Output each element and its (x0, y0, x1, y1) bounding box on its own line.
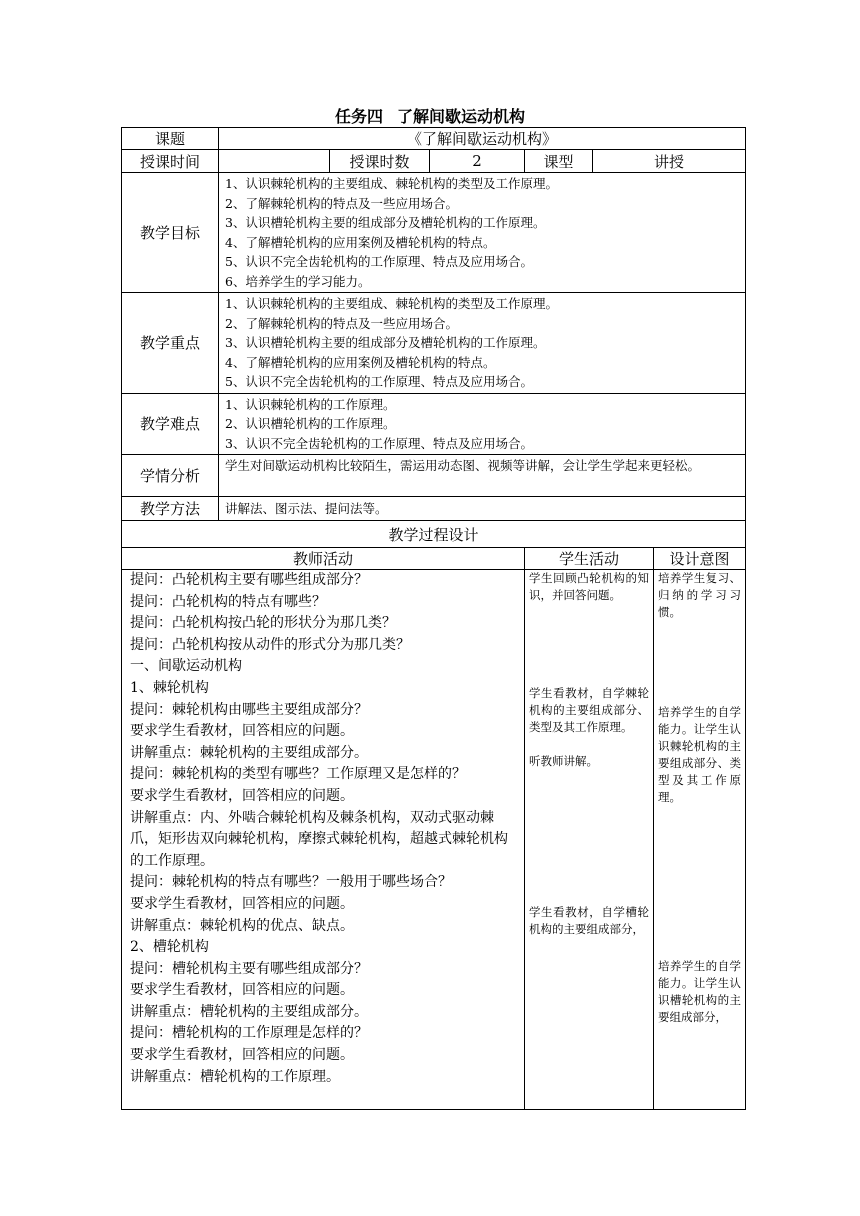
teacher-line: 提问：棘轮机构的特点有哪些？一般用于哪些场合？ (130, 874, 452, 891)
student-note: 听教师讲解。 (529, 754, 598, 768)
teacher-line: 提问：凸轮机构按从动件的形式分为那几类？ (130, 636, 410, 653)
teacher-line: 提问：槽轮机构的工作原理是怎样的？ (130, 1025, 368, 1042)
key-points-label: 教学重点 (122, 293, 219, 394)
time-value (219, 150, 330, 173)
teacher-line: 讲解重点：内、外啮合棘轮机构及棘条机构，双动式驱动棘爪，矩形齿双向棘轮机构，摩擦式棘轮机构，超越式棘轮机构的工作原理。 (130, 809, 508, 869)
teacher-line: 讲解重点：棘轮机构的优点、缺点。 (130, 917, 354, 934)
topic-value: 《了解间歇运动机构》 (219, 128, 746, 150)
type-label: 课型 (525, 150, 593, 173)
analysis-text: 学生对间歇运动机构比较陌生，需运用动态图、视频等讲解，会让学生学起来更轻松。 (219, 455, 746, 497)
section-heading: 一、间歇运动机构 (130, 658, 242, 675)
lesson-plan-table (121, 127, 746, 1110)
difficulties-label: 教学难点 (122, 393, 219, 455)
analysis-label: 学情分析 (122, 455, 219, 497)
student-note: 学生回顾凸轮机构的知识，并回答问题。 (529, 571, 649, 602)
key-point-item: 1、认识棘轮机构的主要组成、棘轮机构的类型及工作原理。 (225, 296, 558, 311)
design-intent-cell (654, 570, 746, 1110)
intent-note: 培养学生的自学能力。让学生认识槽轮机构的主要组成部分， (658, 959, 741, 1024)
goal-item: 5、认识不完全齿轮机构的工作原理、特点及应用场合。 (225, 254, 533, 269)
task-name: 了解间歇运动机构 (397, 107, 526, 126)
topic-label: 课题 (122, 128, 219, 150)
goal-item: 2、了解棘轮机构的特点及一些应用场合。 (225, 195, 458, 211)
subsection-heading: 2、槽轮机构 (130, 939, 209, 956)
teacher-line: 提问：凸轮机构按凸轮的形状分为那几类？ (130, 615, 396, 632)
difficulty-item: 3、认识不完全齿轮机构的工作原理、特点及应用场合。 (225, 435, 533, 451)
teacher-line: 要求学生看教材，回答相应的问题。 (130, 1047, 354, 1064)
intent-note: 培养学生的自学能力。让学生认识棘轮机构的主要组成部分、类型及其工作原理。 (658, 705, 741, 804)
goal-item: 3、认识槽轮机构主要的组成部分及槽轮机构的工作原理。 (225, 215, 546, 230)
teacher-line: 要求学生看教材，回答相应的问题。 (130, 787, 354, 804)
teacher-activity-header: 教师活动 (122, 548, 525, 570)
teacher-line: 讲解重点：槽轮机构的主要组成部分。 (130, 1003, 368, 1020)
goal-item: 1、认识棘轮机构的主要组成、棘轮机构的类型及工作原理。 (225, 176, 558, 191)
student-activity-header: 学生活动 (525, 548, 654, 570)
teacher-activity-cell (122, 570, 525, 1110)
teacher-line: 要求学生看教材，回答相应的问题。 (130, 982, 354, 999)
key-points-list (219, 293, 746, 394)
process-title: 教学过程设计 (122, 521, 746, 548)
intent-note: 培养学生复习、归纳的学习习惯。 (658, 571, 741, 619)
teacher-line: 讲解重点：槽轮机构的工作原理。 (130, 1068, 340, 1085)
difficulties-list (219, 393, 746, 455)
student-note: 学生看教材，自学棘轮机构的主要组成部分、类型及其工作原理。 (529, 686, 649, 734)
key-point-item: 5、认识不完全齿轮机构的工作原理、特点及应用场合。 (225, 374, 533, 389)
teacher-line: 提问：棘轮机构由哪些主要组成部分？ (130, 701, 368, 718)
hours-value: 2 (430, 150, 525, 173)
teacher-line: 提问：凸轮机构的特点有哪些？ (130, 593, 326, 610)
teacher-line: 提问：槽轮机构主要有哪些组成部分？ (130, 960, 368, 977)
student-activity-cell (525, 570, 654, 1110)
teacher-line: 提问：凸轮机构主要有哪些组成部分？ (130, 572, 368, 588)
task-number: 任务四 (334, 107, 383, 126)
teacher-line: 要求学生看教材，回答相应的问题。 (130, 723, 354, 740)
key-point-item: 2、了解棘轮机构的特点及一些应用场合。 (225, 315, 458, 331)
type-value: 讲授 (593, 150, 746, 173)
difficulty-item: 2、认识槽轮机构的工作原理。 (225, 416, 396, 431)
document-title (0, 104, 860, 127)
teacher-line: 提问：棘轮机构的类型有哪些？工作原理又是怎样的？ (130, 766, 466, 783)
goal-item: 6、培养学生的学习能力。 (225, 273, 371, 289)
goal-item: 4、了解槽轮机构的应用案例及槽轮机构的特点。 (225, 234, 496, 250)
design-intent-header: 设计意图 (654, 548, 746, 570)
hours-label: 授课时数 (330, 150, 430, 173)
goals-list (219, 173, 746, 293)
key-point-item: 4、了解槽轮机构的应用案例及槽轮机构的特点。 (225, 354, 496, 370)
time-label: 授课时间 (122, 150, 219, 173)
methods-text: 讲解法、图示法、提问法等。 (219, 497, 746, 521)
difficulty-item: 1、认识棘轮机构的工作原理。 (225, 396, 396, 412)
teacher-line: 要求学生看教材，回答相应的问题。 (130, 895, 354, 912)
student-note: 学生看教材，自学槽轮机构的主要组成部分， (529, 905, 649, 936)
goals-label: 教学目标 (122, 173, 219, 293)
subsection-heading: 1、棘轮机构 (130, 679, 209, 696)
key-point-item: 3、认识槽轮机构主要的组成部分及槽轮机构的工作原理。 (225, 335, 546, 350)
teacher-line: 讲解重点：棘轮机构的主要组成部分。 (130, 744, 368, 761)
methods-label: 教学方法 (122, 497, 219, 521)
